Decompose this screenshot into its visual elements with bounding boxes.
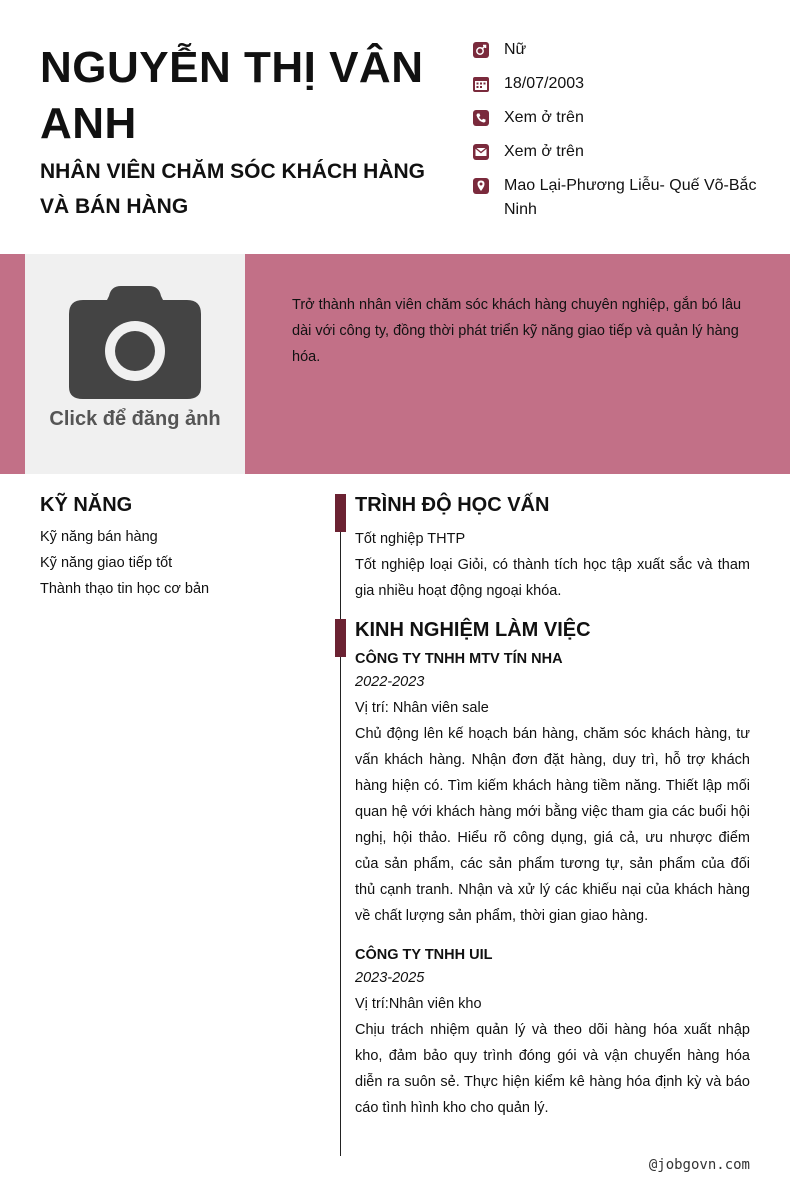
contact-email: [472, 140, 762, 164]
calendar-icon: [472, 75, 490, 93]
experience-marker: [335, 619, 346, 657]
job-description: Chủ động lên kế hoạch bán hàng, chăm sóc khách hàng, tư vấn khách hàng. Nhận đơn đặt hàng, duy trì, hỗ trợ khách hàng hiện có. Tìm kiếm khách hàng tiềm năng. Thiết lập mối quan hệ với khách hàng mới bằng việc tham gia các buổi hội nghị, hội thảo. Hiểu rõ công dụng, giá cả, ưu nhược điểm của sản phẩm, các sản phẩm tương tự, sản phẩm của đối thủ cạnh tranh. Nhận và xử lý các khiếu nại của khách hàng về chất lượng sản phẩm, thời gian giao hàng.: [355, 726, 750, 924]
skills-list: [40, 524, 310, 602]
skills-section: [40, 492, 310, 602]
skill-item: Thành thạo tin học cơ bản: [40, 581, 210, 597]
camera-icon: [69, 286, 201, 401]
contact-phone: [472, 106, 762, 130]
contact-gender: [472, 38, 762, 62]
photo-upload[interactable]: [25, 254, 245, 474]
job-title: NHÂN VIÊN CHĂM SÓC KHÁCH HÀNG VÀ BÁN HÀNG: [40, 160, 426, 218]
address-value: Mao Lại-Phương Liễu- Quế Võ-Bắc Ninh: [504, 177, 757, 218]
education-description: Tốt nghiệp loại Giỏi, có thành tích học tập xuất sắc và tham gia nhiều hoạt động ngoại khóa.: [355, 557, 750, 599]
candidate-name: NGUYỄN THỊ VÂN ANH: [40, 43, 424, 148]
company-name: CÔNG TY TNHH UIL: [355, 947, 493, 963]
gender-icon: [472, 41, 490, 59]
job-period: 2023-2025: [355, 970, 425, 986]
watermark: @jobgovn.com: [648, 1157, 750, 1173]
photo-upload-label: Click để đăng ảnh: [49, 408, 221, 430]
education-title: TRÌNH ĐỘ HỌC VẤN: [355, 494, 550, 516]
job-period: 2022-2023: [355, 674, 425, 690]
contact-info: [472, 38, 762, 232]
phone-value: Xem ở trên: [504, 109, 584, 126]
skill-item: Kỹ năng giao tiếp tốt: [40, 555, 173, 571]
experience-item: [355, 649, 750, 929]
experience-title: KINH NGHIỆM LÀM VIỆC: [355, 619, 591, 641]
birthday-value: 18/07/2003: [504, 75, 585, 92]
contact-address: [472, 174, 762, 222]
education-degree: Tốt nghiệp THTP: [355, 531, 466, 547]
company-name: CÔNG TY TNHH MTV TÍN NHA: [355, 651, 563, 667]
gender-value: Nữ: [504, 41, 527, 58]
email-icon: [472, 143, 490, 161]
cv-header: [0, 0, 790, 254]
experience-item: [355, 945, 750, 1121]
education-section: [355, 492, 750, 617]
education-marker: [335, 494, 346, 532]
experience-section: [355, 617, 750, 1121]
objective-band: [0, 254, 790, 474]
job-position: Vị trí: Nhân viên sale: [355, 700, 489, 716]
job-description: Chịu trách nhiệm quản lý và theo dõi hàng hóa xuất nhập kho, đảm bảo quy trình đóng gói và vận chuyển hàng hóa diễn ra suôn sẻ. Thực hiện kiểm kê hàng hóa định kỳ và báo cáo tình hình kho cho quản lý.: [355, 1022, 750, 1116]
job-position: Vị trí:Nhân viên kho: [355, 996, 482, 1012]
main-column: [355, 492, 750, 1121]
location-icon: [472, 177, 490, 195]
contact-birthday: [472, 72, 762, 96]
timeline-line: [340, 494, 341, 1156]
career-objective: Trở thành nhân viên chăm sóc khách hàng chuyên nghiệp, gắn bó lâu dài với công ty, đồng thời phát triển kỹ năng giao tiếp và quản lý hàng hóa.: [292, 297, 742, 365]
email-value: Xem ở trên: [504, 143, 584, 160]
skills-title: KỸ NĂNG: [40, 494, 133, 516]
skill-item: Kỹ năng bán hàng: [40, 529, 158, 545]
phone-icon: [472, 109, 490, 127]
